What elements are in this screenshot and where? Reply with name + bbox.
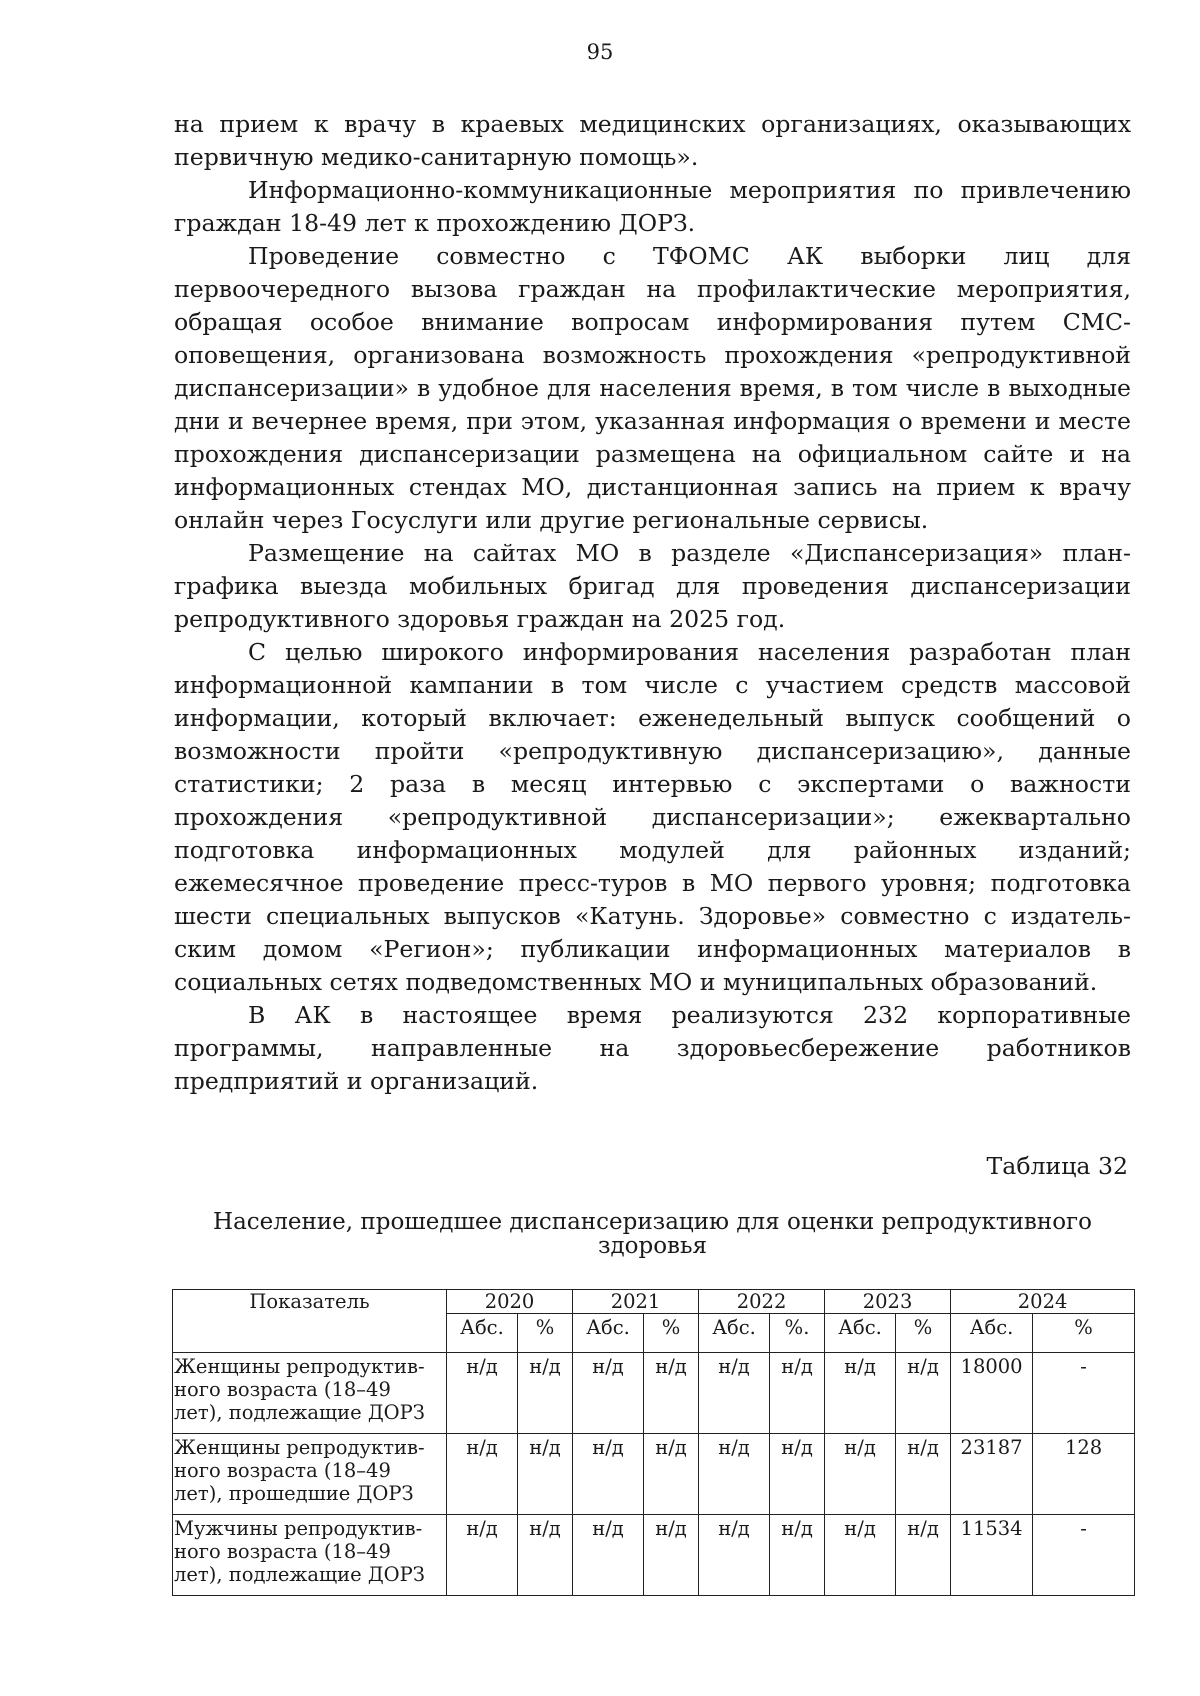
year-header: 2023 bbox=[825, 1290, 951, 1314]
paragraph: Информационно-коммуникационные мероприятия по привлечению граждан 18-49 лет к прохождению ДОРЗ. bbox=[174, 176, 1131, 237]
paragraph: Размещение на сайтах МО в разделе «Диспансеризация» план-графика выезда мобильных бригад для проведения диспансеризации репродуктивного здоровья граждан на 2025 год. bbox=[174, 539, 1131, 633]
table-cell: н/д bbox=[644, 1434, 699, 1515]
indicator-header: Показатель bbox=[173, 1290, 447, 1353]
subheader-abs: Абс. bbox=[951, 1314, 1033, 1353]
table-cell: н/д bbox=[573, 1353, 644, 1434]
year-header: 2021 bbox=[573, 1290, 699, 1314]
table-cell: н/д bbox=[699, 1353, 770, 1434]
subheader-pct: % bbox=[518, 1314, 573, 1353]
table-cell: н/д bbox=[518, 1353, 573, 1434]
data-table bbox=[172, 1289, 1135, 1596]
table-cell: н/д bbox=[770, 1515, 825, 1596]
paragraph: Проведение совместно с ТФОМС АК выборки лиц для первоочередного вызова граждан на профилактические мероприятия, обращая особое внимание вопросам информирования путем СМС-оповещения, организована возможность прохождения «репродуктивной диспансеризации» в удобное для населения время, в том числе в выходные дни и вечернее время, при этом, указанная информация о времени и месте прохождения диспансеризации размещена на официальном сайте и на информационных стендах МО, дистанционная запись на прием к врачу онлайн через Госуслуги или другие региональные сервисы. bbox=[174, 242, 1131, 534]
table-header-row bbox=[173, 1290, 1135, 1314]
table-row bbox=[173, 1434, 1135, 1515]
table-title bbox=[174, 1210, 1131, 1258]
year-header: 2022 bbox=[699, 1290, 825, 1314]
paragraph: С целью широкого информирования населения разработан план информационной кампании в том числе с участием средств массовой информации, который включает: еженедельный выпуск сообщений о возможности пройти «репродуктивную диспансеризацию», данные статистики; 2 раза в месяц интервью с экспертами о важности прохождения «репродуктивной диспансеризации»; ежеквартально подготовка информационных модулей для районных изданий; ежемесячное проведение пресс-туров в МО первого уровня; подготовка шести специальных выпусков «Катунь. Здоровье» совместно с издательским домом «Регион»; публикации информационных материалов в социальных сетях подведомственных МО и муниципальных образований. bbox=[174, 638, 1131, 996]
table-cell: н/д bbox=[644, 1515, 699, 1596]
subheader-abs: Абс. bbox=[573, 1314, 644, 1353]
table-cell: н/д bbox=[518, 1515, 573, 1596]
table-title-line: Население, прошедшее диспансеризацию для оценки репродуктивного bbox=[213, 1209, 1092, 1235]
table-cell: 128 bbox=[1033, 1434, 1135, 1515]
table-cell: н/д bbox=[573, 1515, 644, 1596]
table-cell: н/д bbox=[825, 1515, 896, 1596]
table-cell: н/д bbox=[770, 1434, 825, 1515]
subheader-abs: Абс. bbox=[447, 1314, 518, 1353]
year-header: 2024 bbox=[951, 1290, 1135, 1314]
paragraph: В АК в настоящее время реализуются 232 корпоративные программы, направленные на здоровьесбережение работников предприятий и организаций. bbox=[174, 1001, 1131, 1095]
table-cell: 23187 bbox=[951, 1434, 1033, 1515]
table-cell: н/д bbox=[447, 1434, 518, 1515]
subheader-pct: %. bbox=[770, 1314, 825, 1353]
table-cell: н/д bbox=[896, 1515, 951, 1596]
subheader-abs: Абс. bbox=[699, 1314, 770, 1353]
subheader-abs: Абс. bbox=[825, 1314, 896, 1353]
paragraph: на прием к врачу в краевых медицинских организациях, оказывающих первичную медико-санитарную помощь». bbox=[174, 110, 1131, 171]
subheader-pct: % bbox=[1033, 1314, 1135, 1353]
table-cell: н/д bbox=[825, 1434, 896, 1515]
subheader-pct: % bbox=[644, 1314, 699, 1353]
table-cell: - bbox=[1033, 1353, 1135, 1434]
table-cell: 11534 bbox=[951, 1515, 1033, 1596]
table-cell: н/д bbox=[699, 1434, 770, 1515]
table-caption: Таблица 32 bbox=[986, 1152, 1128, 1180]
table-cell: н/д bbox=[447, 1515, 518, 1596]
row-label: Женщины репродуктивного возраста (18–49 лет), прошедшие ДОРЗ bbox=[173, 1434, 447, 1515]
body-text bbox=[174, 108, 1131, 1098]
table-cell: 18000 bbox=[951, 1353, 1033, 1434]
table-cell: - bbox=[1033, 1515, 1135, 1596]
table-cell: н/д bbox=[699, 1515, 770, 1596]
table-cell: н/д bbox=[770, 1353, 825, 1434]
table-cell: н/д bbox=[447, 1353, 518, 1434]
page-number: 95 bbox=[586, 40, 614, 64]
year-header: 2020 bbox=[447, 1290, 573, 1314]
table-cell: н/д bbox=[644, 1353, 699, 1434]
table-row bbox=[173, 1515, 1135, 1596]
table-cell: н/д bbox=[825, 1353, 896, 1434]
table-cell: н/д bbox=[896, 1434, 951, 1515]
table-cell: н/д bbox=[896, 1353, 951, 1434]
table-cell: н/д bbox=[573, 1434, 644, 1515]
row-label: Женщины репродуктивного возраста (18–49 лет), подлежащие ДОРЗ bbox=[173, 1353, 447, 1434]
table-title-line: здоровья bbox=[597, 1233, 708, 1259]
subheader-pct: % bbox=[896, 1314, 951, 1353]
table-row bbox=[173, 1353, 1135, 1434]
row-label: Мужчины репродуктивного возраста (18–49 лет), подлежащие ДОРЗ bbox=[173, 1515, 447, 1596]
table-cell: н/д bbox=[518, 1434, 573, 1515]
